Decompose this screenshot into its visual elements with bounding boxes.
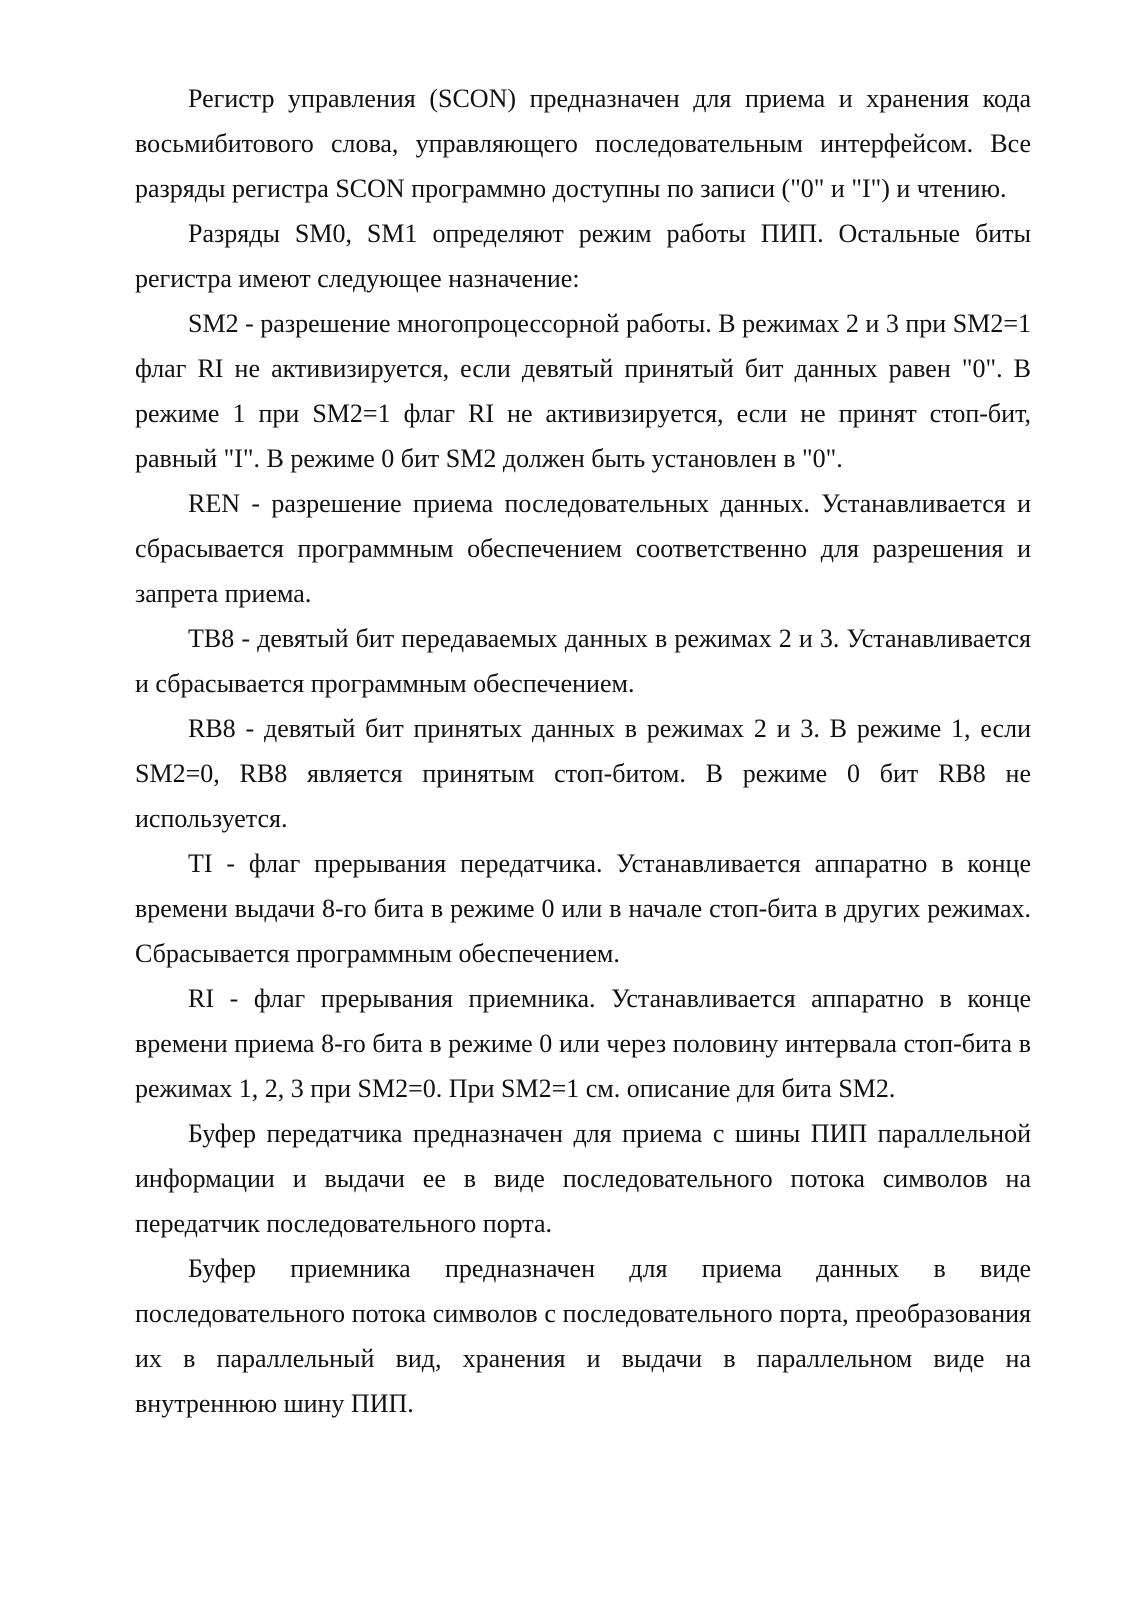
paragraph-tb8: TB8 - девятый бит передаваемых данных в режимах 2 и 3. Устанавливается и сбрасывается программным обеспечением. <box>135 624 1031 698</box>
paragraph-scon-register: Регистр управления (SCON) предназначен для приема и хранения кода восьмибитового слова, управляющего последовательным интерфейсом. Все разряды регистра SCON программно доступны по записи ("0" и "I") и чтению. <box>135 84 1031 203</box>
paragraph-receiver-buffer: Буфер приемника предназначен для приема данных в виде последовательного потока символов с последовательного порта, преобразования их в параллельный вид, хранения и выдачи в параллельном виде на внутреннюю шину ПИП. <box>135 1254 1031 1418</box>
paragraph-rb8: RB8 - девятый бит принятых данных в режимах 2 и 3. В режиме 1, если SM2=0, RB8 является принятым стоп-битом. В режиме 0 бит RB8 не используется. <box>135 714 1031 833</box>
paragraph-sm2: SM2 - разрешение многопроцессорной работы. В режимах 2 и 3 при SM2=1 флаг RI не активизируется, если девятый принятый бит данных равен "0". В режиме 1 при SM2=1 флаг RI не активизируется, если не принят стоп-бит, равный "I". В режиме 0 бит SM2 должен быть установлен в "0". <box>135 309 1031 473</box>
paragraph-ri: RI - флаг прерывания приемника. Устанавливается аппаратно в конце времени приема 8-го бита в режиме 0 или через половину интервала стоп-бита в режимах 1, 2, 3 при SM2=0. При SM2=1 см. описание для бита SM2. <box>135 984 1031 1103</box>
paragraph-transmitter-buffer: Буфер передатчика предназначен для приема с шины ПИП параллельной информации и выдачи ее в виде последовательного потока символов на передатчик последовательного порта. <box>135 1119 1031 1238</box>
paragraph-ti: TI - флаг прерывания передатчика. Устанавливается аппаратно в конце времени выдачи 8-го бита в режиме 0 или в начале стоп-бита в других режимах. Сбрасывается программным обеспечением. <box>135 849 1031 968</box>
paragraph-ren: REN - разрешение приема последовательных данных. Устанавливается и сбрасывается программным обеспечением соответственно для разрешения и запрета приема. <box>135 489 1031 608</box>
paragraph-sm0-sm1: Разряды SM0, SM1 определяют режим работы ПИП. Остальные биты регистра имеют следующее назначение: <box>135 219 1031 293</box>
document-body <box>135 76 1031 1426</box>
